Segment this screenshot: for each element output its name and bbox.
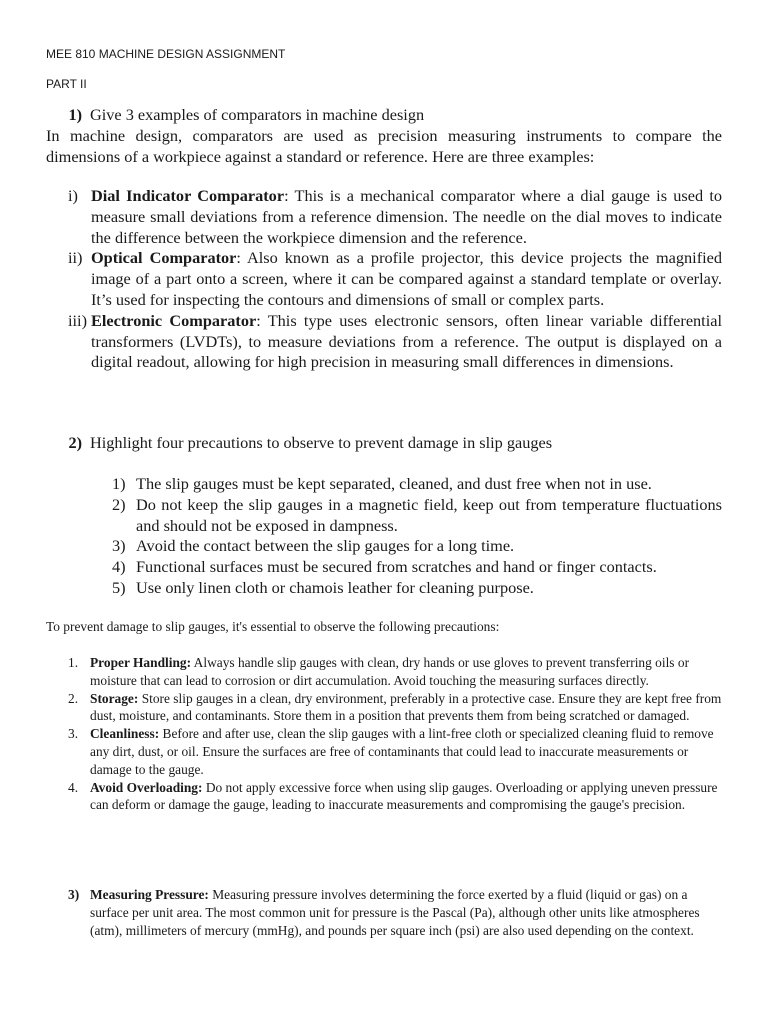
list-marker: 4)	[112, 557, 126, 577]
list-item-text: : This is a mechanical comparator where a dial gauge is used to measure small deviations from a reference dimension. The needle on the dial moves to indicate the difference between the workpiece dimension and the reference.	[91, 186, 723, 247]
question-3	[46, 886, 722, 939]
list-item-text: Do not keep the slip gauges in a magnetic field, keep out from temperature fluctuations and should not be exposed in dampness.	[136, 494, 722, 535]
list-item-term: Storage:	[90, 690, 139, 706]
list-item	[46, 779, 722, 815]
list-marker: 2.	[68, 690, 79, 706]
list-item-term: Proper Handling:	[90, 655, 192, 670]
part-label: PART II	[46, 77, 87, 91]
list-marker: i)	[68, 186, 78, 205]
list-marker: ii)	[68, 248, 83, 268]
question-2-heading	[46, 433, 722, 454]
list-item-text: Before and after use, clean the slip gauges with a lint-free cloth or specialized cleaning fluid to remove any dirt, dust, or oil. Ensure the surfaces are free of contaminants that could lead to inaccurate measurements or damage to the gauge.	[90, 726, 714, 777]
list-item-text: : This type uses electronic sensors, often linear variable differential transformers (LVDTs), to measure deviations from a reference. The output is displayed on a digital readout, allowing for high precision in measuring small differences in dimensions.	[91, 310, 722, 372]
question-2-text: Highlight four precautions to observe to prevent damage in slip gauges	[90, 433, 553, 452]
list-marker: 1)	[112, 474, 126, 493]
list-item-term: Cleanliness:	[90, 726, 160, 742]
list-item	[46, 186, 722, 248]
list-marker: 5)	[112, 577, 126, 597]
list-item	[46, 725, 722, 778]
list-item-text: Store slip gauges in a clean, dry environment, preferably in a protective case. Ensure they are kept free from dust, moisture, and contaminants. Store them in a position that prevents them from being scratched or damaged.	[90, 690, 722, 724]
list-marker: 4.	[68, 779, 79, 795]
list-item-term: Optical Comparator	[91, 248, 237, 268]
comparator-list	[46, 186, 722, 373]
list-item-text: : Also known as a profile projector, this device projects the magnified image of a part onto a screen, where it can be compared against a standard template or overlay. It’s used for inspecting the contours and dimensions of small or complex parts.	[91, 248, 723, 309]
assignment-title: MEE 810 MACHINE DESIGN ASSIGNMENT	[46, 47, 286, 61]
list-marker: 1.	[68, 655, 79, 670]
list-marker: 3)	[112, 536, 126, 556]
question-1-number: 1)	[68, 105, 82, 124]
list-item-text: Avoid the contact between the slip gauges for a long time.	[136, 536, 515, 556]
list-item-text: Functional surfaces must be secured from scratches and hand or finger contacts.	[136, 557, 657, 577]
list-item-text: Always handle slip gauges with clean, dry hands or use gloves to prevent transferring oils or moisture that can lead to corrosion or dirt accumulation. Avoid touching the measuring surfaces directly.	[90, 655, 690, 688]
list-marker: 2)	[112, 494, 126, 514]
precautions-intro: To prevent damage to slip gauges, it's essential to observe the following precautions:	[46, 619, 500, 634]
slip-gauge-precaution-list	[46, 474, 722, 599]
list-marker: 3.	[68, 726, 79, 742]
list-item	[46, 578, 722, 599]
question-3-text: Measuring pressure involves determining the force exerted by a fluid (liquid or gas) on a surface per unit area. The most common unit for pressure is the Pascal (Pa), although other units like atmospheres (atm), millimeters of mercury (mmHg), and pounds per square inch (psi) are also used depending on the context.	[90, 887, 700, 938]
question-1-text: Give 3 examples of comparators in machine design	[90, 105, 425, 124]
list-item-text: Do not apply excessive force when using slip gauges. Overloading or applying uneven pressure can deform or damage the gauge, leading to inaccurate measurements and compromising the gauge's precision.	[90, 779, 718, 813]
list-item-term: Electronic Comparator	[91, 310, 257, 330]
list-item	[46, 495, 722, 537]
list-item	[46, 474, 722, 495]
question-1-heading	[46, 105, 722, 126]
question-2-number: 2)	[68, 433, 82, 452]
list-item-text: Use only linen cloth or chamois leather for cleaning purpose.	[136, 577, 534, 597]
list-item	[46, 311, 722, 373]
list-item	[46, 654, 722, 690]
list-item	[46, 557, 722, 578]
question-1-intro: In machine design, comparators are used as precision measuring instruments to compare the dimensions of a workpiece against a standard or reference. Here are three examples:	[46, 126, 722, 166]
detailed-precaution-list	[46, 654, 722, 814]
question-3-number: 3)	[68, 887, 80, 902]
list-item	[46, 536, 722, 557]
list-item-term: Dial Indicator Comparator	[91, 186, 285, 205]
list-item-text: The slip gauges must be kept separated, cleaned, and dust free when not in use.	[136, 474, 652, 493]
list-item	[46, 248, 722, 310]
list-item-term: Avoid Overloading:	[90, 779, 203, 795]
list-item	[46, 886, 722, 939]
question-3-term: Measuring Pressure:	[90, 887, 209, 902]
list-marker: iii)	[68, 310, 87, 330]
list-item	[46, 690, 722, 726]
